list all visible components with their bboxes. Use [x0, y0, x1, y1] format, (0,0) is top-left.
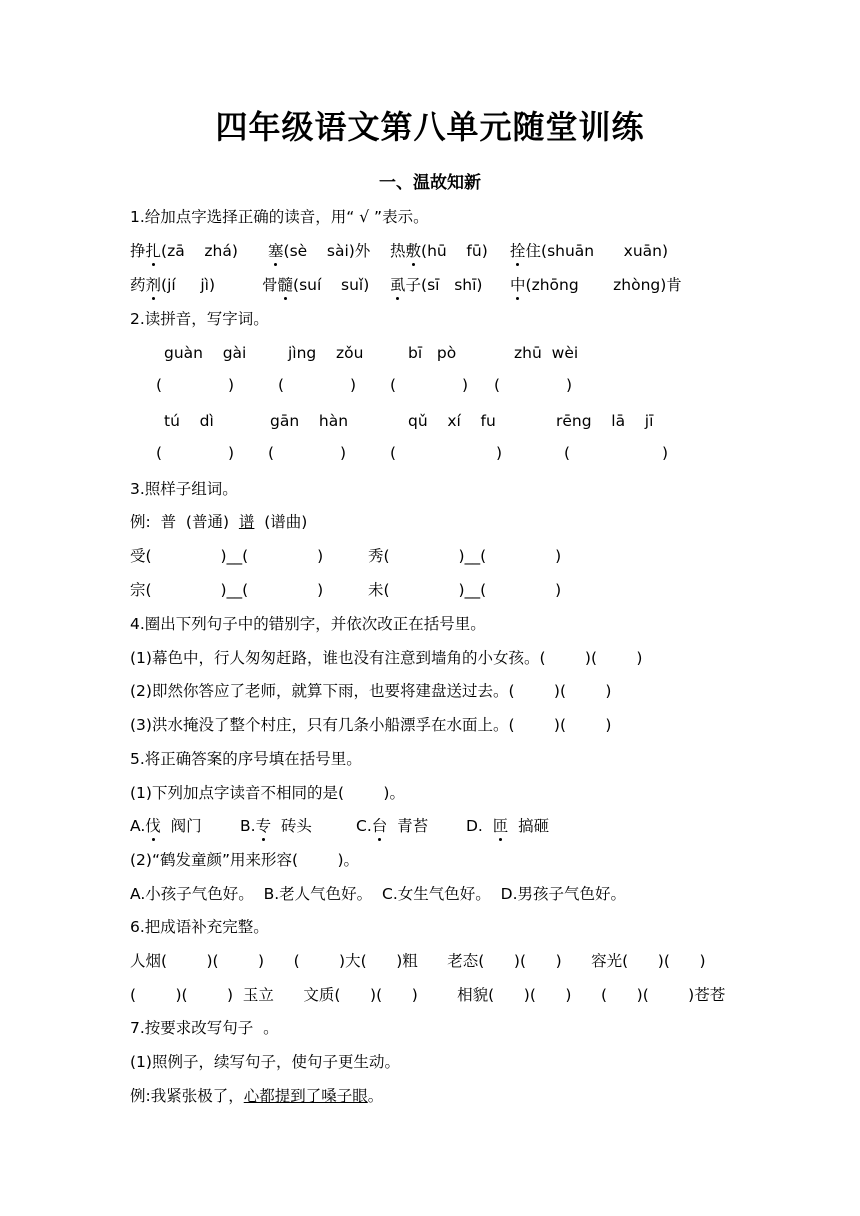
q7-example: 例:我紧张极了，心都提到了嗓子眼。 [130, 1087, 384, 1105]
answer-paren-open: ( [390, 444, 397, 462]
pinyin-prompt: jìng zǒu [288, 344, 364, 362]
q5-option: D. 匝 搞砸 [466, 817, 550, 835]
pinyin-prompt: zhū wèi [514, 344, 579, 362]
pinyin-prompt: bī pò [408, 344, 457, 362]
pinyin-prompt: tú dì [164, 412, 214, 430]
section-heading: 一、温故知新 [379, 173, 481, 193]
question-7-prompt: 7.按要求改写句子 。 [130, 1019, 279, 1037]
answer-paren-close: ) [662, 444, 669, 462]
answer-paren-close: ) [228, 444, 235, 462]
question-3-prompt: 3.照样子组词。 [130, 480, 238, 498]
q1-item: 热敷(hū fū) [390, 242, 488, 260]
q1-item: 药剂(jí jì) [130, 276, 215, 294]
pinyin-prompt: guàn gài [164, 344, 247, 362]
q6-row: ( )( ) 玉立 文质( )( ) 相貌( )( ) ( )( )苍苍 [130, 986, 726, 1004]
q1-item: 骨髓(suí suǐ) [262, 276, 370, 294]
answer-paren-open: ( [390, 376, 397, 394]
answer-paren-close: ) [350, 376, 357, 394]
question-2-prompt: 2.读拼音，写字词。 [130, 310, 269, 328]
q7-sub-question: (1)照例子，续写句子，使句子更生动。 [130, 1053, 400, 1071]
answer-paren-open: ( [494, 376, 501, 394]
pinyin-prompt: qǔ xí fu [408, 412, 496, 430]
q5-option: A.伐 阀门 [130, 817, 202, 835]
q3-example: 例: 普 (普通) 谱 (谱曲) [130, 513, 308, 531]
q3-row: 受( )__( ) [130, 547, 324, 565]
page-title: 四年级语文第八单元随堂训练 [215, 108, 645, 146]
answer-paren-open: ( [268, 444, 275, 462]
q4-sentence: (1)幕色中，行人匆匆赶路，谁也没有注意到墙角的小女孩。( )( ) [130, 649, 643, 667]
answer-paren-close: ) [340, 444, 347, 462]
q1-item: 塞(sè sài)外 [268, 242, 371, 260]
q5-sub-question: (1)下列加点字读音不相同的是( )。 [130, 784, 405, 802]
q5-option: B.专 砖头 [240, 817, 312, 835]
question-5-prompt: 5.将正确答案的序号填在括号里。 [130, 750, 362, 768]
answer-paren-open: ( [156, 444, 163, 462]
q1-item: 中(zhōng zhòng)肯 [510, 276, 682, 294]
answer-paren-open: ( [156, 376, 163, 394]
q1-item: 拴住(shuān xuān) [510, 242, 669, 260]
pinyin-prompt: rēng lā jī [556, 412, 654, 430]
pinyin-prompt: gān hàn [270, 412, 349, 430]
question-4-prompt: 4.圈出下列句子中的错别字，并依次改正在括号里。 [130, 615, 486, 633]
q3-row: 宗( )__( ) [130, 581, 324, 599]
answer-paren-close: ) [228, 376, 235, 394]
question-6-prompt: 6.把成语补充完整。 [130, 918, 269, 936]
q3-row: 秀( )__( ) [368, 547, 562, 565]
answer-paren-close: ) [566, 376, 573, 394]
q3-row: 未( )__( ) [368, 581, 562, 599]
q6-row: 人烟( )( ) ( )大( )粗 老态( )( ) 容光( )( ) [130, 952, 706, 970]
q5-options: A.小孩子气色好。 B.老人气色好。 C.女生气色好。 D.男孩子气色好。 [130, 885, 626, 903]
q5-option: C.台 青苔 [356, 817, 429, 835]
q1-item: 虱子(sī shī) [390, 276, 483, 294]
answer-paren-open: ( [278, 376, 285, 394]
answer-paren-close: ) [496, 444, 503, 462]
q4-sentence: (2)即然你答应了老师，就算下雨，也要将建盘送过去。( )( ) [130, 682, 612, 700]
q4-sentence: (3)洪水掩没了整个村庄，只有几条小船漂孚在水面上。( )( ) [130, 716, 612, 734]
answer-paren-open: ( [564, 444, 571, 462]
q5-sub-question: (2)“鹤发童颜”用来形容( )。 [130, 851, 360, 869]
answer-paren-close: ) [462, 376, 469, 394]
question-1-prompt: 1.给加点字选择正确的读音，用“ √ ”表示。 [130, 208, 429, 226]
q1-item: 挣扎(zā zhá) [130, 242, 238, 260]
